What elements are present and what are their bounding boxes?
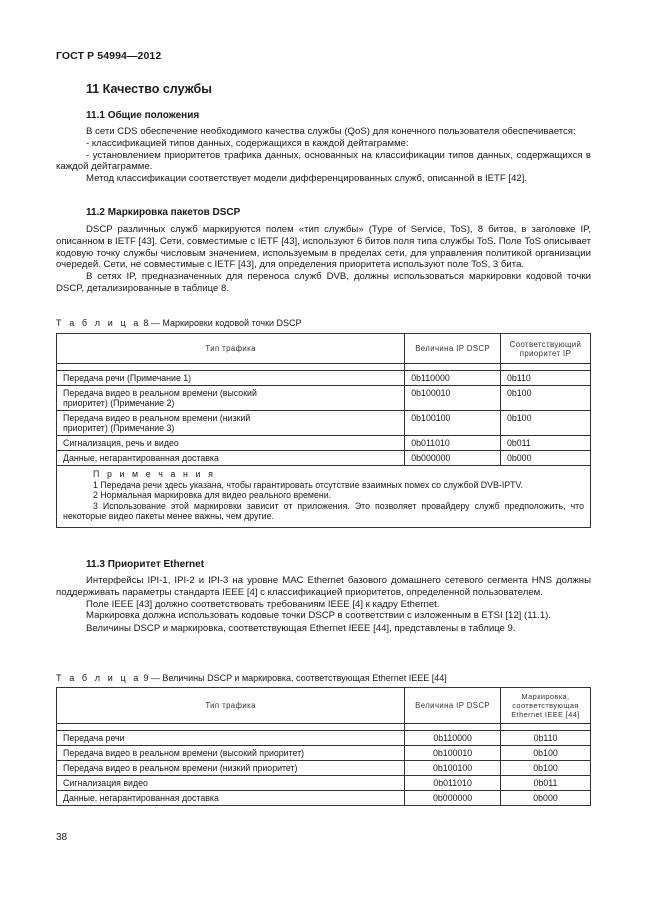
caption-prefix: Т а б л и ц а	[56, 673, 141, 683]
column-header: Соответствующий приоритет IP	[501, 334, 591, 364]
table-8	[56, 333, 591, 528]
paragraph: В сетях IP, предназначенных для переноса служб DVB, должны использоваться маркировки кодовой точки DSCP, детализированные в таблице 8.	[56, 271, 591, 294]
table-row	[57, 731, 591, 746]
paragraph: Величины DSCP и маркировка, соответствующая Ethernet IEEE [44], представлены в таблице 9.	[86, 623, 516, 635]
table-row	[57, 761, 591, 776]
table-cell: Передача видео в реальном времени (высокий приоритет)	[57, 746, 405, 761]
paragraph: - классификацией типов данных, содержащихся в каждой дейтаграмме:	[86, 137, 409, 149]
table-cell: 0b100	[501, 386, 591, 411]
page-number: 38	[56, 832, 68, 843]
table-cell: Передача речи	[57, 731, 405, 746]
paragraph: В сети CDS обеспечение необходимого качества службы (QoS) для конечного пользователя обеспечивается:	[86, 126, 576, 137]
paragraph: Метод классификации соответствует модели дифференцированных служб, описанной в IETF [42].	[86, 173, 528, 185]
paragraph: Интерфейсы IPI-1, IPI-2 и IPI-3 на уровне MAC Ethernet базового домашнего сетевого сегмента HNS должны поддерживать параметры стандарта IEEE [4] с классификацией приоритетов, определенной пользователем.	[56, 575, 591, 598]
table-row	[57, 746, 591, 761]
table-cell: Передача видео в реальном времени (низкий приоритет)	[57, 761, 405, 776]
table-cell: 0b011	[501, 776, 591, 791]
section-title: 11 Качество службы	[86, 82, 212, 96]
table-cell: 0b100100	[405, 411, 501, 436]
table-cell: 0b000000	[405, 451, 501, 466]
table-8-notes	[57, 466, 591, 528]
table-cell: 0b000000	[405, 791, 501, 806]
table-9	[56, 687, 591, 806]
table-row	[57, 411, 591, 436]
subsection-11-3-body	[56, 575, 591, 635]
table-cell: Передача видео в реальном времени (высокий приоритет) (Примечание 2)	[57, 386, 405, 411]
table-cell: 0b100	[501, 746, 591, 761]
paragraph: DSCP различных служб маркируются полем «тип службы» (Type of Service, ToS), 8 битов, в заголовке IP, описанном в IETF [43]. Сети, совместимые с IETF [43], используют 6 битов поля типа службы ToS. Поле ToS описывает кодовую точку службы числовым значением, используемым в пределах сети, для управления политикой организации очередей. Сети, не совместимые с IETF [43], для определения приоритета используют поле ToS, 3 бита.	[56, 224, 591, 271]
table-cell: Сигнализация видео	[57, 776, 405, 791]
subsection-title-11-1: 11.1 Общие положения	[86, 110, 200, 121]
column-header: Тип трафика	[57, 688, 405, 724]
table-cell: 0b000	[501, 791, 591, 806]
table-cell: 0b011	[501, 436, 591, 451]
table-cell: Сигнализация, речь и видео	[57, 436, 405, 451]
table-cell: 0b000	[501, 451, 591, 466]
note-item: 1 Передача речи здесь указана, чтобы гарантировать отсутствие взаимных помех со службой DVB-IPTV.	[93, 479, 524, 490]
column-header: Тип трафика	[57, 334, 405, 364]
paragraph: Поле IEEE [43] должно соответствовать требованиям IEEE [4] к кадру Ethernet.	[86, 598, 440, 610]
table-cell: 0b100010	[405, 386, 501, 411]
table-cell: 0b100100	[405, 761, 501, 776]
table-cell: Передача речи (Примечание 1)	[57, 371, 405, 386]
table-cell: Данные, негарантированная доставка	[57, 451, 405, 466]
notes-title: П р и м е ч а н и я	[93, 469, 216, 479]
table-row	[57, 436, 591, 451]
note-item: 2 Нормальная маркировка для видео реального времени.	[93, 490, 332, 501]
table-cell: Передача видео в реальном времени (низкий приоритет) (Примечание 3)	[57, 411, 405, 436]
note-item: 3 Использование этой маркировки зависит от приложения. Это позволяет провайдеру служб предположить, что некоторые видео пакеты менее важны, чем другие.	[63, 500, 584, 522]
table-cell: 0b100	[501, 411, 591, 436]
table-cell: 0b100010	[405, 746, 501, 761]
paragraph: - установлением приоритетов трафика данных, основанных на классификации типов данных, содержащихся в каждой дейтаграмме.	[56, 149, 591, 173]
table-cell: 0b110	[501, 731, 591, 746]
table-row	[57, 386, 591, 411]
caption-prefix: Т а б л и ц а	[56, 318, 141, 328]
table-row	[57, 371, 591, 386]
caption-text: 8 — Маркировки кодовой точки DSCP	[143, 318, 302, 328]
column-header: Величина IP DSCP	[405, 688, 501, 724]
table-cell: 0b110000	[405, 731, 501, 746]
column-header: Величина IP DSCP	[405, 334, 501, 364]
table-row	[57, 451, 591, 466]
subsection-title-11-2: 11.2 Маркировка пакетов DSCP	[86, 207, 241, 218]
table-cell: 0b110000	[405, 371, 501, 386]
table-cell: Данные, негарантированная доставка	[57, 791, 405, 806]
table-row	[57, 791, 591, 806]
table-cell: 0b011010	[405, 776, 501, 791]
paragraph: Маркировка должна использовать кодовые точки DSCP в соответствии с изложенным в ETSI [12] (11.1).	[86, 610, 552, 622]
table-8-caption	[56, 318, 302, 328]
subsection-title-11-3: 11.3 Приоритет Ethernet	[86, 559, 205, 570]
table-cell: 0b011010	[405, 436, 501, 451]
table-cell: 0b100	[501, 761, 591, 776]
subsection-11-2-body	[56, 224, 591, 295]
column-header: Маркировка, соответствующая Ethernet IEEE [44]	[501, 688, 591, 724]
table-9-caption	[56, 673, 447, 683]
document-header: ГОСТ Р 54994—2012	[56, 50, 162, 62]
subsection-11-1-body	[56, 126, 591, 185]
caption-text: 9 — Величины DSCP и маркировка, соответствующая Ethernet IEEE [44]	[143, 673, 447, 683]
table-row	[57, 776, 591, 791]
table-cell: 0b110	[501, 371, 591, 386]
